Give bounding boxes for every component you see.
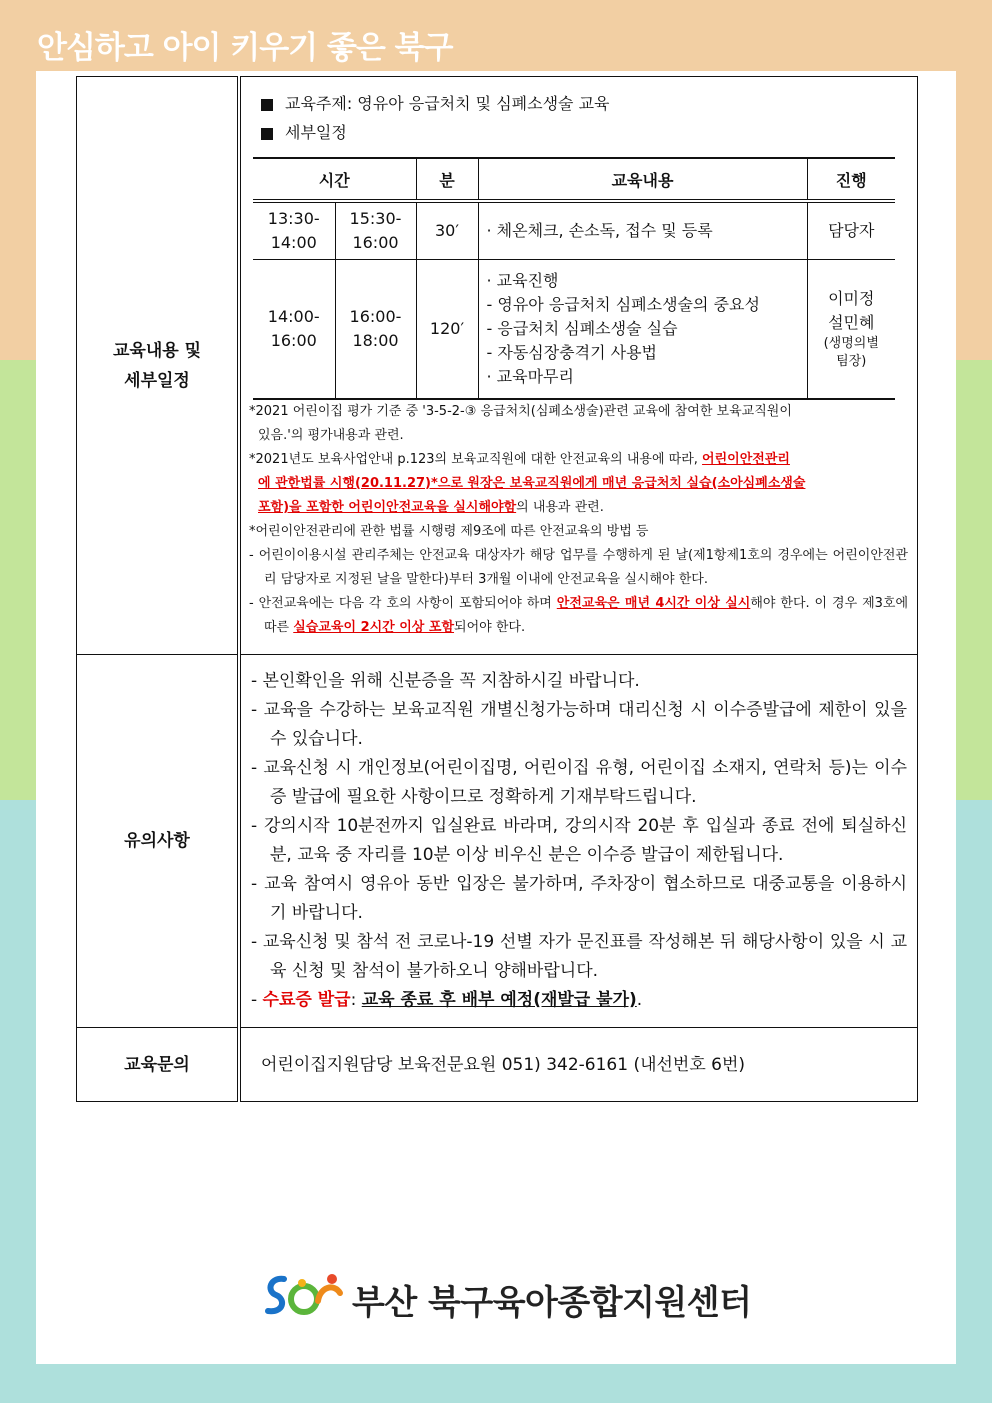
note-evaluation-cont: 있음.'의 평가내용과 관련. — [258, 428, 404, 443]
content-description: · 교육진행 - 영유아 응급처치 심폐소생술의 중요성 - 응급처치 심폐소생술 실습 - 자동심장충격기 사용법 · 교육마무리 — [478, 259, 807, 399]
schedule-table — [253, 157, 895, 400]
time-slot-2: 16:00- 18:00 — [335, 259, 416, 399]
info-table — [76, 76, 918, 1102]
cautions-cell — [239, 655, 918, 1028]
content-description: · 체온체크, 손소독, 접수 및 등록 — [478, 201, 807, 259]
caution-item: - 교육을 수강하는 보육교직원 개별신청가능하며 대리신청 시 이수증발급에 제한이 있을 수 있습니다. — [251, 700, 907, 749]
topic-block — [241, 77, 917, 147]
education-subject: 교육주제: 영유아 응급처치 및 심폐소생술 교육 — [285, 94, 610, 113]
content-row — [77, 77, 918, 655]
time-slot-2: 15:30- 16:00 — [335, 201, 416, 259]
cautions-list — [241, 655, 917, 1027]
caution-item: - 교육 참여시 영유아 동반 입장은 불가하며, 주차장이 협소하므로 대중교통을 이용하시기 바랍니다. — [251, 874, 907, 923]
caution-item: - 교육신청 및 참석 전 코로나-19 선별 자가 문진표를 작성해본 뒤 해당사항이 있을 시 교육 신청 및 참석이 불가하오니 양해바랍니다. — [251, 932, 907, 981]
content-label-line1: 교육내용 및 — [112, 340, 202, 361]
caution-item: - 본인확인을 위해 신분증을 꼭 지참하시길 바랍니다. — [251, 671, 640, 691]
caution-item: - 교육신청 시 개인정보(어린이집명, 어린이집 유형, 어린이집 소재지, 연락처 등)는 이수증 발급에 필요한 사항이므로 정확하게 기재부탁드립니다. — [251, 758, 907, 807]
inquiry-label: 교육문의 — [77, 1028, 240, 1102]
square-bullet-icon — [261, 99, 273, 111]
content-label — [77, 77, 240, 655]
duration: 120′ — [416, 259, 478, 399]
page-slogan: 안심하고 아이 키우기 좋은 북구 — [37, 30, 453, 66]
note-guideline: *2021년도 보육사업안내 p.123의 보육교직원에 대한 안전교육의 내용에 따라, 어린이안전관리 — [249, 452, 790, 467]
header-content: 교육내용 — [478, 158, 807, 201]
lead-person: 담당자 — [807, 201, 895, 259]
time-slot-1: 13:30- 14:00 — [253, 201, 335, 259]
header-lead: 진행 — [807, 158, 895, 201]
note-law-item: - 어린이이용시설 관리주체는 안전교육 대상자가 해당 업무를 수행하게 된 날(제1항제1호의 경우에는 어린이안전관리 담당자로 지정된 날을 말한다)부터 3개월 이내에 안전교육을 실시해야 한다. — [249, 548, 908, 587]
note-law: *어린이안전관리에 관한 법률 시행령 제9조에 따른 안전교육의 방법 등 — [249, 524, 649, 539]
content-cell — [239, 77, 918, 655]
center-name: 부산 북구육아종합지원센터 — [352, 1283, 752, 1323]
header-minutes: 분 — [416, 158, 478, 201]
note-evaluation: *2021 어린이집 평가 기준 중 '3-5-2-③ 응급처치(심폐소생술)관련 교육에 참여한 보육교직원이 — [249, 404, 792, 419]
content-label-line2: 세부일정 — [124, 370, 190, 391]
schedule-heading: 세부일정 — [285, 123, 347, 142]
square-bullet-icon — [261, 128, 273, 140]
lead-person: 이미정 설민혜 (생명의별 팀장) — [807, 259, 895, 399]
schedule-row — [253, 201, 895, 259]
regulation-notes — [241, 400, 917, 654]
cautions-label: 유의사항 — [77, 655, 240, 1028]
header-time: 시간 — [253, 158, 416, 201]
caution-item: - 강의시작 10분전까지 입실완료 바라며, 강의시작 20분 후 입실과 종료 전에 퇴실하신 분, 교육 중 자리를 10분 이상 비우신 분은 이수증 발급이 제한됩니다. — [251, 816, 907, 865]
duration: 30′ — [416, 201, 478, 259]
schedule-row — [253, 259, 895, 399]
center-logo-icon — [262, 1271, 350, 1321]
note-law-item: - 안전교육에는 다음 각 호의 사항이 포함되어야 하며 안전교육은 매년 4시간 이상 실시해야 한다. 이 경우 제3호에 따른 실습교육이 2시간 이상 포함되어야 한다. — [249, 596, 909, 635]
note-guideline-cont: 포함)을 포함한 어린이안전교육을 실시해야함의 내용과 관련. — [258, 500, 604, 515]
inquiry-contact: 어린이집지원담당 보육전문요원 051) 342-6161 (내선번호 6번) — [261, 1055, 746, 1075]
inquiry-row — [77, 1028, 918, 1102]
caution-item-certificate: - 수료증 발급: 교육 종료 후 배부 예정(재발급 불가). — [251, 990, 643, 1010]
note-guideline-cont: 에 관한법률 시행(20.11.27)*으로 원장은 보육교직원에게 매년 응급처치 실습(소아심폐소생술 — [258, 476, 806, 491]
cautions-row — [77, 655, 918, 1028]
inquiry-cell — [239, 1028, 918, 1102]
time-slot-1: 14:00- 16:00 — [253, 259, 335, 399]
